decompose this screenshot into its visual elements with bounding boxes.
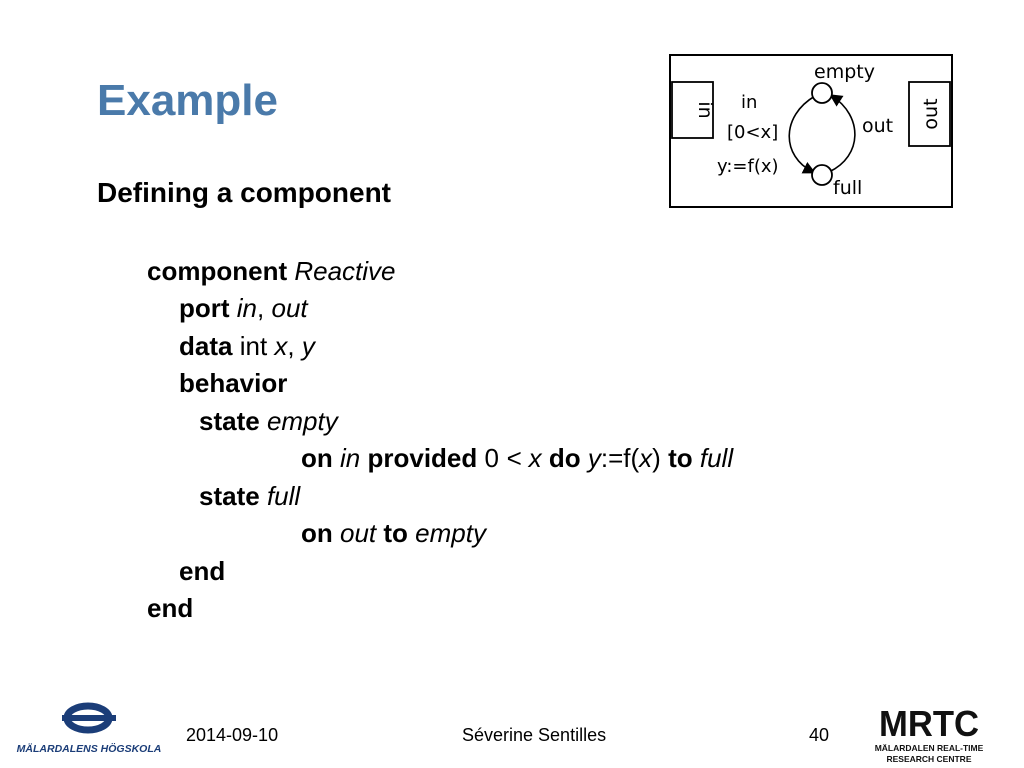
code-line-end-component	[147, 592, 193, 624]
mrtc-logo-line2: RESEARCH CENTRE	[886, 754, 972, 764]
state-name-full: full	[266, 481, 301, 511]
state-full-node	[812, 165, 832, 185]
keyword-to: to	[383, 518, 408, 548]
mrtc-logo-wordmark: MRTC	[879, 703, 979, 744]
port-in: in	[340, 443, 361, 473]
keyword-provided: provided	[367, 443, 478, 473]
state-empty-label: empty	[814, 61, 875, 83]
port-out: out	[340, 518, 377, 548]
port-in-label: in	[694, 101, 716, 119]
close-paren: )	[652, 443, 661, 473]
code-line-port	[179, 292, 308, 324]
keyword-do: do	[548, 443, 581, 473]
component-name: Reactive	[294, 256, 396, 286]
transition-out-trigger: out	[862, 115, 894, 137]
code-line-transition-out	[301, 517, 486, 549]
keyword-end: end	[147, 593, 194, 623]
code-line-component	[147, 255, 396, 287]
mrtc-logo-line1: MÄLARDALEN REAL-TIME	[874, 743, 984, 753]
type-int: int	[239, 331, 268, 361]
code-line-state-empty	[199, 405, 338, 437]
separator: ,	[287, 331, 295, 361]
port-out: out	[271, 293, 308, 323]
transition-in-guard: [0<x]	[727, 122, 779, 143]
keyword-end: end	[179, 556, 226, 586]
state-empty-node	[812, 83, 832, 103]
var-y: y	[301, 331, 315, 361]
target-state-full: full	[699, 443, 734, 473]
slide-subtitle: Defining a component	[97, 177, 391, 208]
footer-date: 2014-09-10	[186, 725, 279, 745]
keyword-state: state	[199, 406, 260, 436]
separator: ,	[257, 293, 265, 323]
code-line-end-behavior	[179, 555, 225, 587]
keyword-on: on	[301, 443, 333, 473]
slide-title: Example	[97, 76, 278, 125]
keyword-component: component	[147, 256, 288, 286]
var-x: x	[639, 443, 653, 473]
component-diagram	[669, 54, 953, 208]
mrtc-logo	[874, 703, 984, 765]
keyword-port: port	[179, 293, 230, 323]
target-state-empty: empty	[415, 518, 486, 548]
var-x: x	[274, 331, 288, 361]
assign-call: :=f(	[600, 443, 640, 473]
code-line-state-full	[199, 480, 300, 512]
operator-less-than: <	[506, 443, 522, 473]
transition-in-trigger: in	[741, 92, 758, 113]
footer-page-number: 40	[809, 725, 830, 745]
mdh-logo	[16, 700, 162, 758]
var-y: y	[587, 443, 601, 473]
var-x: x	[528, 443, 542, 473]
code-line-transition-in	[301, 442, 733, 474]
footer-author: Séverine Sentilles	[462, 725, 607, 745]
keyword-on: on	[301, 518, 333, 548]
code-line-behavior	[179, 367, 287, 399]
code-line-data	[179, 330, 315, 362]
keyword-state: state	[199, 481, 260, 511]
state-full-label: full	[833, 177, 863, 199]
mdh-logo-bar	[62, 715, 116, 721]
keyword-to: to	[668, 443, 693, 473]
keyword-behavior: behavior	[179, 368, 288, 398]
literal-zero: 0	[484, 443, 499, 473]
state-name-empty: empty	[266, 406, 338, 436]
port-out-label: out	[920, 98, 942, 130]
transition-in-action: y:=f(x)	[717, 156, 779, 177]
keyword-data: data	[179, 331, 233, 361]
mdh-logo-text: MÄLARDALENS HÖGSKOLA	[16, 743, 162, 755]
port-in: in	[236, 293, 258, 323]
